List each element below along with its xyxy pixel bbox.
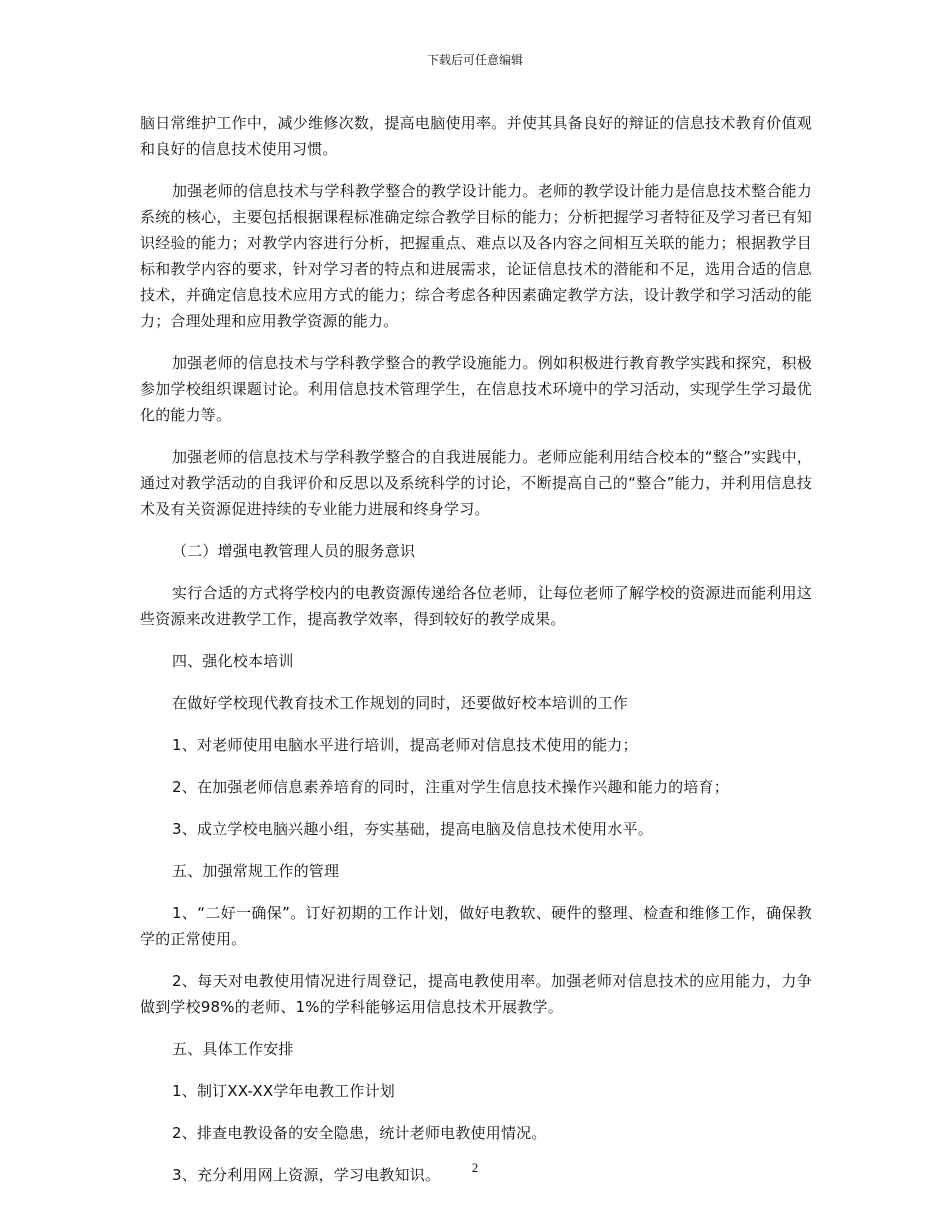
paragraph-design-ability: 加强老师的信息技术与学科教学整合的教学设计能力。老师的教学设计能力是信息技术整合能力系统的核心，主要包括根据课程标准确定综合教学目标的能力；分析把握学习者特征及学习者已有知识经验的能力；对教学内容进行分析，把握重点、难点以及各内容之间相互关联的能力；根据教学目标和教学内容的要求，针对学习者的特点和进展需求，论证信息技术的潜能和不足，选用合适的信息技术，并确定信息技术应用方式的能力；综合考虑各种因素确定教学方法，设计教学和学习活动的能力；合理处理和应用教学资源的能力。 [140, 182, 812, 330]
page-header: 下载后可任意编辑 [426, 53, 523, 67]
list-item-training-2: 2、在加强老师信息素养培育的同时，注重对学生信息技术操作兴趣和能力的培育； [172, 778, 729, 796]
list-item-training-3: 3、成立学校电脑兴趣小组，夯实基础，提高电脑及信息技术使用水平。 [172, 820, 653, 838]
list-item-routine-1: 1、“二好一确保”。订好初期的工作计划，做好电教软、硬件的整理、检查和维修工作，确保教学的正常使用。 [140, 904, 812, 948]
paragraph-self-development: 加强老师的信息技术与学科教学整合的自我进展能力。老师应能利用结合校本的“整合”实践中，通过对教学活动的自我评价和反思以及系统科学的讨论，不断提高自己的“整合”能力，并利用信息技术及有关资源促进持续的专业能力进展和终身学习。 [140, 448, 812, 518]
paragraph-implementation-ability: 加强老师的信息技术与学科教学整合的教学设施能力。例如积极进行教育教学实践和探究，积极参加学校组织课题讨论。利用信息技术管理学生，在信息技术环境中的学习活动，实现学生学习最优化的能力等。 [140, 354, 812, 424]
section-heading-training: 四、强化校本培训 [172, 652, 294, 670]
page-number: 2 [471, 1160, 479, 1175]
paragraph-continuation: 脑日常维护工作中，减少维修次数，提高电脑使用率。并使其具备良好的辩证的信息技术教育价值观和良好的信息技术使用习惯。 [140, 114, 812, 158]
document-body [140, 110, 812, 1204]
section-heading-service: （二）增强电教管理人员的服务意识 [172, 542, 416, 560]
list-item-arrangement-3: 3、充分利用网上资源，学习电教知识。 [172, 1166, 441, 1184]
paragraph-training-intro: 在做好学校现代教育技术工作规划的同时，还要做好校本培训的工作 [172, 694, 629, 712]
section-heading-arrangement: 五、具体工作安排 [172, 1040, 294, 1058]
list-item-routine-2: 2、每天对电教使用情况进行周登记，提高电教使用率。加强老师对信息技术的应用能力，力争做到学校98%的老师、1%的学科能够运用信息技术开展教学。 [140, 972, 812, 1016]
list-item-arrangement-1: 1、制订XX-XX学年电教工作计划 [172, 1082, 395, 1100]
paragraph-resources: 实行合适的方式将学校内的电教资源传递给各位老师，让每位老师了解学校的资源进而能利用这些资源来改进教学工作，提高教学效率，得到较好的教学成果。 [140, 584, 812, 628]
list-item-training-1: 1、对老师使用电脑水平进行培训，提高老师对信息技术使用的能力； [172, 736, 638, 754]
section-heading-routine: 五、加强常规工作的管理 [172, 862, 340, 880]
list-item-arrangement-2: 2、排查电教设备的安全隐患，统计老师电教使用情况。 [172, 1124, 547, 1142]
